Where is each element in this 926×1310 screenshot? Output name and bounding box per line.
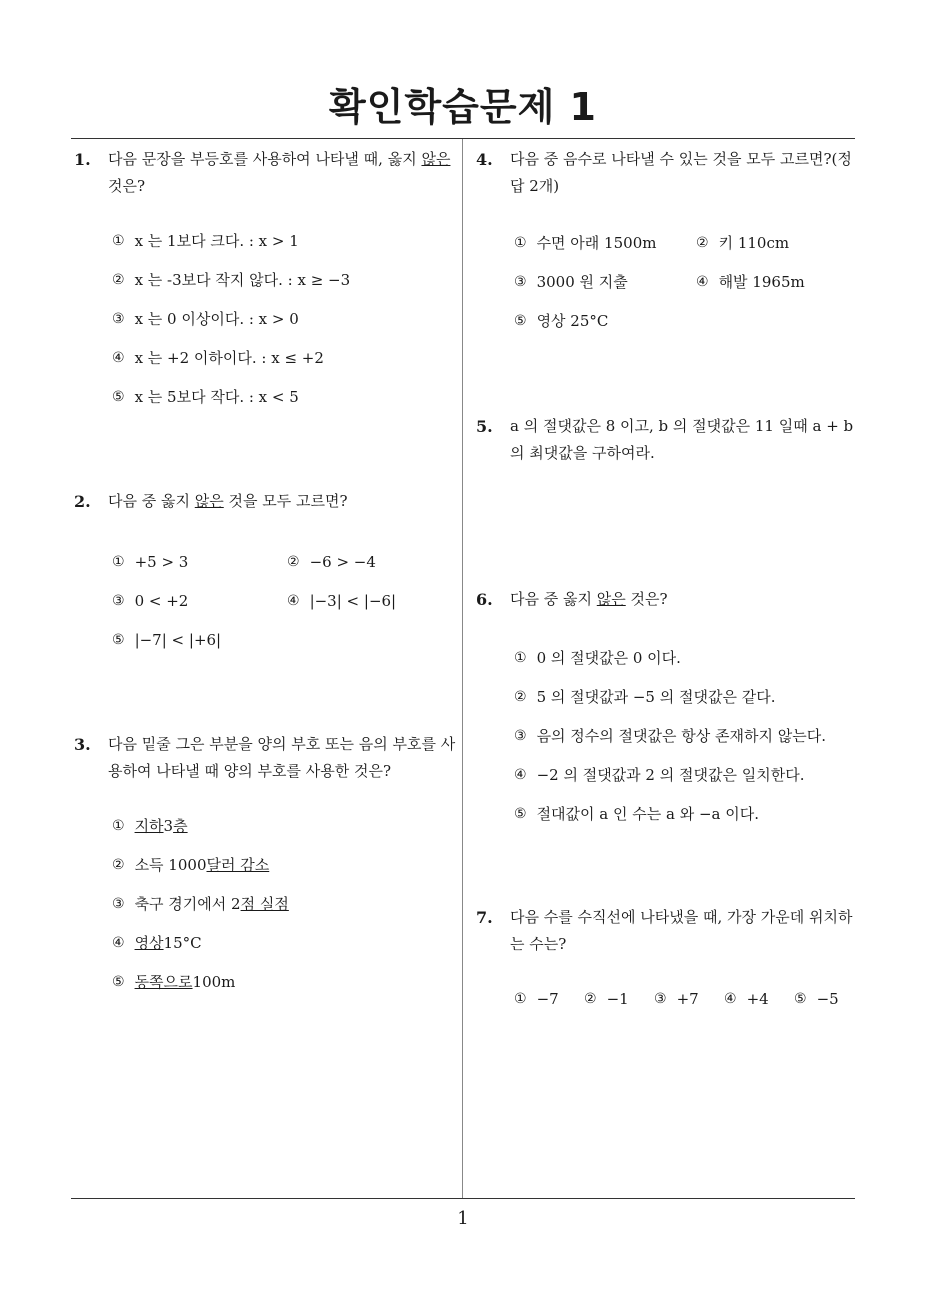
page-number: 1 [457, 1208, 469, 1229]
question-6 [476, 586, 861, 833]
choice-item[interactable]: ⑤ 절대값이 a 인 수는 a 와 −a 이다. [514, 805, 760, 823]
choice-item[interactable]: ③ 0 < +2 [112, 591, 189, 610]
question-number: 2. [74, 492, 91, 511]
choice-item[interactable]: ③ 3000 원 지출 [514, 273, 628, 291]
page-title: 확인학습문제 1 [329, 85, 597, 129]
choice-item[interactable]: ② −6 > −4 [287, 552, 376, 571]
choice-item[interactable]: ② x 는 -3보다 작지 않다. : x ≥ −3 [112, 271, 351, 289]
underlined-keyword: 않은 [194, 492, 224, 510]
choice-item[interactable]: ② −1 [584, 989, 629, 1008]
choice-list [74, 221, 459, 416]
choice-item[interactable]: ⑤ 동쪽으로 100m [112, 972, 236, 991]
choice-item[interactable]: ① 수면 아래 1500m [514, 234, 657, 252]
choice-item[interactable]: ④ 해발 1965m [696, 273, 805, 291]
question-number: 7. [476, 908, 493, 927]
choice-item[interactable]: ④ +4 [724, 989, 769, 1008]
choice-item[interactable]: ③ +7 [654, 989, 699, 1008]
question-stem: 4. 다음 중 음수로 나타낼 수 있는 것을 모두 고르면?(정답 2개) [476, 146, 861, 200]
choice-item[interactable]: ⑤ −5 [794, 989, 839, 1008]
choice-list [476, 979, 861, 1018]
question-number: 3. [74, 735, 91, 754]
top-rule [71, 138, 855, 139]
bottom-rule [71, 1198, 855, 1199]
choice-item[interactable]: ⑤ x 는 5보다 작다. : x < 5 [112, 388, 299, 406]
choice-item[interactable]: ① x 는 1보다 크다. : x > 1 [112, 232, 299, 250]
choice-item[interactable]: ③ x 는 0 이상이다. : x > 0 [112, 310, 299, 328]
choice-item[interactable]: ② 5 의 절댓값과 −5 의 절댓값은 같다. [514, 688, 776, 706]
choice-list [476, 638, 861, 833]
choice-item[interactable]: ① 0 의 절댓값은 0 이다. [514, 649, 681, 667]
underlined-keyword: 않은 [421, 150, 451, 168]
choice-list [74, 806, 459, 1001]
question-stem: 7. 다음 수를 수직선에 나타냈을 때, 가장 가운데 위치하는 수는? [476, 904, 861, 958]
question-number: 5. [476, 417, 493, 436]
question-stem: 2. 다음 중 옳지 않은 것을 모두 고르면? [74, 488, 459, 515]
question-4 [476, 146, 861, 340]
question-7 [476, 904, 861, 1018]
question-stem: 6. 다음 중 옳지 않은 것은? [476, 586, 861, 613]
question-3 [74, 731, 459, 1001]
question-5 [476, 413, 861, 467]
choice-list [476, 223, 861, 340]
question-stem: 5. a 의 절댓값은 8 이고, b 의 절댓값은 11 일때 a + b 의 최댓값을 구하여라. [476, 413, 861, 467]
choice-item[interactable]: ① 지하 3 층 [112, 816, 188, 835]
choice-item[interactable]: ① −7 [514, 989, 559, 1008]
choice-item[interactable]: ⑤ |−7| < |+6| [112, 630, 222, 649]
question-number: 1. [74, 150, 91, 169]
choice-item[interactable]: ⑤ 영상 25°C [514, 312, 609, 330]
choice-item[interactable]: ② 소득 1000 달러 감소 [112, 856, 270, 874]
question-number: 6. [476, 590, 493, 609]
choice-item[interactable]: ④ −2 의 절댓값과 2 의 절댓값은 일치한다. [514, 766, 805, 784]
choice-item[interactable]: ④ x 는 +2 이하이다. : x ≤ +2 [112, 349, 324, 367]
column-divider [462, 139, 463, 1198]
choice-item[interactable]: ③ 음의 정수의 절댓값은 항상 존재하지 않는다. [514, 727, 826, 745]
choice-item[interactable]: ④ |−3| < |−6| [287, 591, 397, 610]
question-stem: 1. 다음 문장을 부등호를 사용하여 나타낼 때, 옳지 않은 것은? [74, 146, 459, 200]
question-1 [74, 146, 459, 416]
choice-item[interactable]: ② 키 110cm [696, 234, 790, 252]
choice-item[interactable]: ① +5 > 3 [112, 552, 189, 571]
underlined-keyword: 않은 [596, 590, 626, 608]
choice-item[interactable]: ③ 축구 경기에서 2 점 실점 [112, 895, 289, 913]
choice-list [74, 542, 459, 659]
question-stem: 3. 다음 밑줄 그은 부분을 양의 부호 또는 음의 부호를 사용하여 나타낼 때 양의 부호를 사용한 것은? [74, 731, 459, 785]
question-number: 4. [476, 150, 493, 169]
question-2 [74, 488, 459, 659]
choice-item[interactable]: ④ 영상 15°C [112, 933, 202, 952]
